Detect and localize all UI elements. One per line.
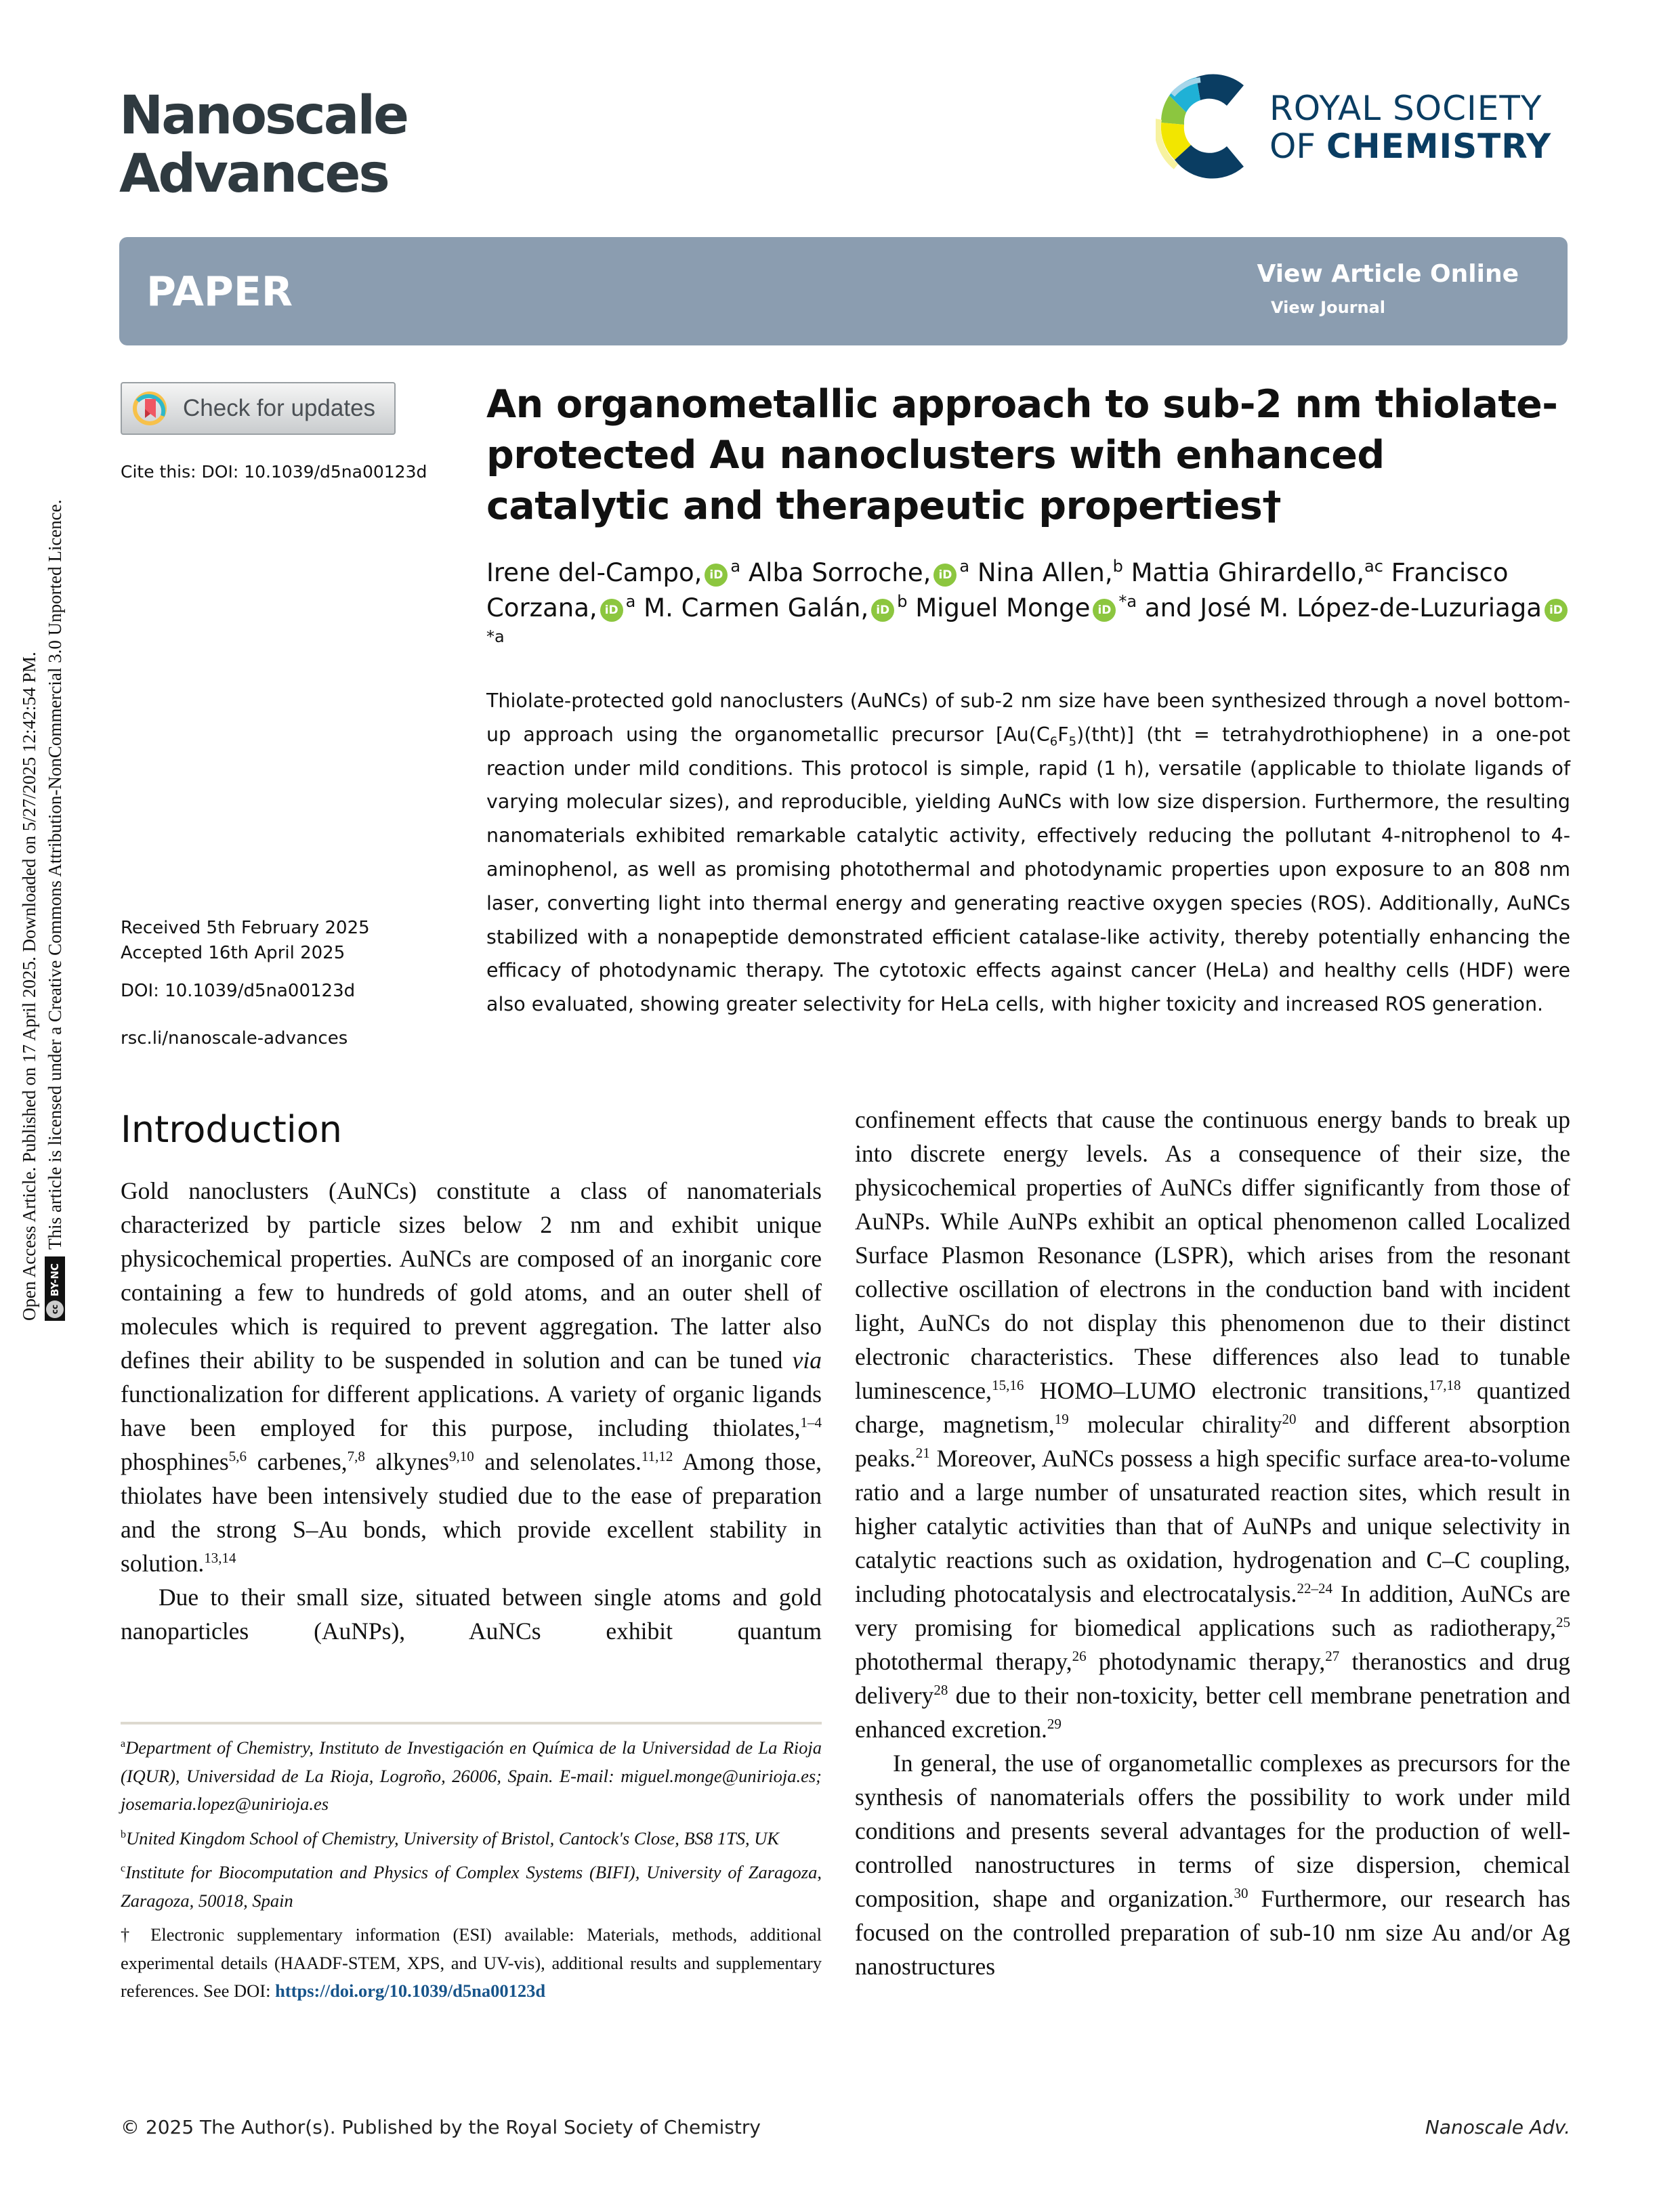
citation-ref[interactable]: 9,10: [449, 1448, 474, 1464]
affiliation-b: $^b$United Kingdom School of Chemistry, University of Bristol, Cantock's Close, BS8 1TS, UK: [121, 1827, 780, 1848]
orcid-icon[interactable]: iD: [705, 564, 728, 587]
article-dates: [121, 916, 370, 966]
abstract-text: Thiolate-protected gold nanoclusters (AuNCs) of sub-2 nm size have been synthesized through a novel bottom-up approach using the organometallic precursor [Au(C: [486, 690, 1570, 746]
citation-ref[interactable]: 19: [1054, 1411, 1069, 1427]
footnotes: [121, 1734, 822, 2012]
orcid-icon[interactable]: iD: [1545, 599, 1568, 622]
article-type-label: PAPER: [146, 268, 293, 316]
citation-ref[interactable]: 13,14: [204, 1550, 236, 1566]
cite-this-doi[interactable]: DOI: 10.1039/d5na00123d: [201, 462, 427, 482]
affiliation-mark: b: [897, 592, 908, 611]
citation-ref[interactable]: 11,12: [641, 1448, 673, 1464]
rsc-name-line1: ROYAL SOCIETY: [1269, 89, 1542, 128]
citation-ref[interactable]: 20: [1282, 1411, 1297, 1427]
journal-url-link[interactable]: rsc.li/nanoscale-advances: [121, 1028, 348, 1049]
check-for-updates-button[interactable]: [121, 382, 396, 435]
intro-paragraph-1: Gold nanoclusters (AuNCs) constitute a class of nanomaterials characterized by particle sizes below 2 nm and exhibit unique physicochemical properties. AuNCs are composed of an inorganic core containing a few to hundreds of gold atoms, and an outer shell of molecules which is required to prevent aggregation. The latter also defines their ability to be suspended in solution and can be tuned via functionalization for different applications. A variety of organic ligands have been employed for this purpose, including thiolates,$^{1-4}$ phosphines$^{5,6}$ carbenes,$^{7,8}$ alkynes$^{9,10}$ and selenolates.$^{11,12}$ Among those, thiolates have been intensively studied due to the ease of preparation and the strong S–Au bonds, which provide excellent stability in solution.$^{13,14}$: [121, 1177, 822, 1577]
citation-ref[interactable]: 28: [933, 1682, 948, 1698]
journal-name: [119, 87, 407, 203]
copyright-notice: © 2025 The Author(s). Published by the Royal Society of Chemistry: [121, 2116, 761, 2138]
view-journal-link[interactable]: View Journal: [1271, 298, 1386, 317]
citation-ref[interactable]: 22–24: [1297, 1580, 1332, 1596]
citation-ref[interactable]: 26: [1072, 1648, 1087, 1664]
citation-ref[interactable]: 1–4: [800, 1414, 822, 1431]
rsc-c-mark-icon: [1156, 65, 1264, 187]
citation-ref[interactable]: 7,8: [347, 1448, 365, 1464]
subscript: 5: [1068, 734, 1077, 749]
abstract-text: )(tht)] (tht = tetrahydrothiophene) in a one-pot reaction under mild conditions. This protocol is simple, rapid (1 h), versatile (applicable to thiolate ligands of varying molecular sizes), and reproducible, yielding AuNCs with low size dispersion. Furthermore, the resulting nanomaterials exhibited remarkable catalytic activity, effectively reducing the pollutant 4-nitrophenol to 4-aminophenol, as well as promising photothermal and photodynamic properties upon exposure to an 808 nm laser, converting light into thermal energy and generating reactive oxygen species (ROS). Additionally, AuNCs stabilized with a nonapeptide demonstrated efficient catalase-like activity, thereby potentially enhancing the efficacy of photodynamic therapy. The cytotoxic effects against cancer (HeLa) and healthy cells (HDF) were also evaluated, showing greater selectivity for HeLa cells, with higher toxicity and increased ROS generation.: [486, 723, 1570, 1016]
paper-banner: [119, 237, 1568, 345]
rsc-name-chemistry: CHEMISTRY: [1326, 127, 1552, 166]
orcid-icon[interactable]: iD: [600, 599, 623, 622]
affiliation-mark: a: [730, 557, 741, 576]
page-footer: [121, 2116, 1570, 2138]
intro-paragraph-3: In general, the use of organometallic complexes as precursors for the synthesis of nanomaterials offers the possibility to work under mild conditions and presents several advantages for the production of well-controlled nanostructures in terms of size dispersion, chemical composition, shape and organization.$^{30}$ Furthermore, our research has focused on the controlled preparation of sub-10 nm size Au and/or Ag nanostructures: [855, 1750, 1571, 1980]
open-access-line: Open Access Article. Published on 17 April 2025. Downloaded on 5/27/2025 12:42:54 PM.: [19, 652, 39, 1321]
journal-name-line2: Advances: [119, 144, 388, 205]
citation-ref[interactable]: 30: [1234, 1885, 1248, 1901]
received-date: Received 5th February 2025: [121, 918, 370, 938]
orcid-icon[interactable]: iD: [871, 599, 894, 622]
affiliation-c: $^c$Institute for Biocomputation and Physics of Complex Systems (BIFI), University of Zaragoza, Zaragoza, 50018, Spain: [121, 1862, 822, 1911]
citation-ref[interactable]: 21: [915, 1445, 930, 1461]
footnote-divider: [121, 1722, 822, 1725]
cc-badge-label: BY-NC: [49, 1263, 61, 1296]
rsc-name-of: OF: [1269, 127, 1316, 166]
crossmark-icon: [131, 390, 168, 427]
citation-ref[interactable]: 29: [1047, 1716, 1062, 1732]
section-heading-introduction: Introduction: [121, 1108, 343, 1151]
body-column-right: [855, 1103, 1570, 1983]
citation-ref[interactable]: 15,16: [992, 1377, 1024, 1393]
affiliation-mark: *a: [1118, 592, 1137, 611]
author-name: Alba Sorroche,: [748, 558, 931, 587]
cc-license-badge[interactable]: [45, 1256, 65, 1321]
view-article-online-link[interactable]: View Article Online: [1257, 260, 1519, 288]
esi-note: † Electronic supplementary information (ESI) available: Materials, methods, additional experimental details (HAADF-STEM, XPS, and UV-vis), additional results and supplementary references. See DOI: https://doi.org/10.1039/d5na00123d: [121, 1924, 822, 2001]
intro-paragraph-2-cont: confinement effects that cause the continuous energy bands to break up into discrete energy levels. As a consequence of their size, the physicochemical properties of AuNCs differ significantly from those of AuNPs. While AuNPs exhibit an optical phenomenon called Localized Surface Plasmon Resonance (LSPR), which arises from the resonant collective oscillation of electrons in the conduction band with incident light, AuNCs do not display this phenomenon due to their distinct electronic characteristics. These differences also lead to tunable luminescence,$^{15,16}$ HOMO–LUMO electronic transitions,$^{17,18}$ quantized charge, magnetism,$^{19}$ molecular chirality$^{20}$ and different absorption peaks.$^{21}$ Moreover, AuNCs possess a high specific surface area-to-volume ratio and a large number of unsaturated reaction sites, which result in higher catalytic activities than that of AuNPs and unique selectivity in catalytic reactions such as oxidation, hydrogenation and C–C coupling, including photocatalysis and electrocatalysis.$^{22-24}$ In addition, AuNCs are very promising for biomedical applications such as radiotherapy,$^{25}$ photothermal therapy,$^{26}$ photodynamic therapy,$^{27}$ theranostics and drug delivery$^{28}$ due to their non-toxicity, better cell membrane penetration and enhanced excretion.$^{29}$: [855, 1106, 1571, 1743]
subscript: 6: [1049, 734, 1058, 749]
affiliation-mark: a: [625, 592, 636, 611]
cite-this: [121, 462, 427, 482]
author-name: Miguel Monge: [915, 593, 1091, 622]
orcid-icon[interactable]: iD: [933, 564, 957, 587]
license-line[interactable]: This article is licensed under a Creative Commons Attribution-NonCommercial 3.0 Unported Licence.: [45, 499, 65, 1250]
orcid-icon[interactable]: iD: [1093, 599, 1116, 622]
affiliation-a: $^a$Department of Chemistry, Instituto de Investigación en Química de la Universidad de La Rioja (IQUR), Universidad de La Rioja, Logroño, 26006, Spain. E-mail: miguel.monge@unirioja.es; josemaria.lopez@unirioja.es: [121, 1737, 822, 1814]
citation-ref[interactable]: 5,6: [228, 1448, 247, 1464]
affiliation-mark: b: [1112, 557, 1123, 576]
esi-doi-link[interactable]: https://doi.org/10.1039/d5na00123d: [275, 1981, 546, 2001]
article-title: An organometallic approach to sub-2 nm thiolate-protected Au nanoclusters with enhanced catalytic and therapeutic properties†: [486, 382, 1558, 528]
journal-name-line1: Nanoscale: [119, 85, 407, 146]
author-name: Nina Allen,: [977, 558, 1113, 587]
accepted-date: Accepted 16th April 2025: [121, 943, 345, 963]
body-column-left: [121, 1103, 822, 1648]
affiliation-mark: a: [959, 557, 970, 576]
author-name: and José M. López-de-Luzuriaga: [1144, 593, 1542, 622]
author-name: Mattia Ghirardello,: [1131, 558, 1364, 587]
cc-icon: cc: [46, 1300, 64, 1318]
author-name: M. Carmen Galán,: [644, 593, 869, 622]
author-name: Francisco Corzana,: [486, 558, 1509, 622]
affiliation-mark: ac: [1364, 557, 1383, 576]
abstract: [486, 684, 1570, 1021]
check-for-updates-label: Check for updates: [183, 395, 376, 421]
affiliation-mark: *a: [486, 627, 505, 646]
author-list: [486, 555, 1570, 661]
citation-ref[interactable]: 25: [1556, 1614, 1570, 1630]
citation-ref[interactable]: 27: [1325, 1648, 1340, 1664]
journal-abbreviation: Nanoscale Adv.: [1425, 2116, 1570, 2138]
rsc-logo[interactable]: [1156, 65, 1569, 187]
intro-paragraph-2-start: Due to their small size, situated between single atoms and gold nanoparticles (AuNPs), AuNCs exhibit quantum: [121, 1584, 822, 1645]
article-doi: DOI: 10.1039/d5na00123d: [121, 981, 356, 1001]
cite-this-label: Cite this:: [121, 462, 196, 482]
open-access-side-note: [16, 237, 68, 1321]
abstract-text: F: [1057, 723, 1069, 746]
citation-ref[interactable]: 17,18: [1429, 1377, 1461, 1393]
author-name: Irene del-Campo,: [486, 558, 702, 587]
